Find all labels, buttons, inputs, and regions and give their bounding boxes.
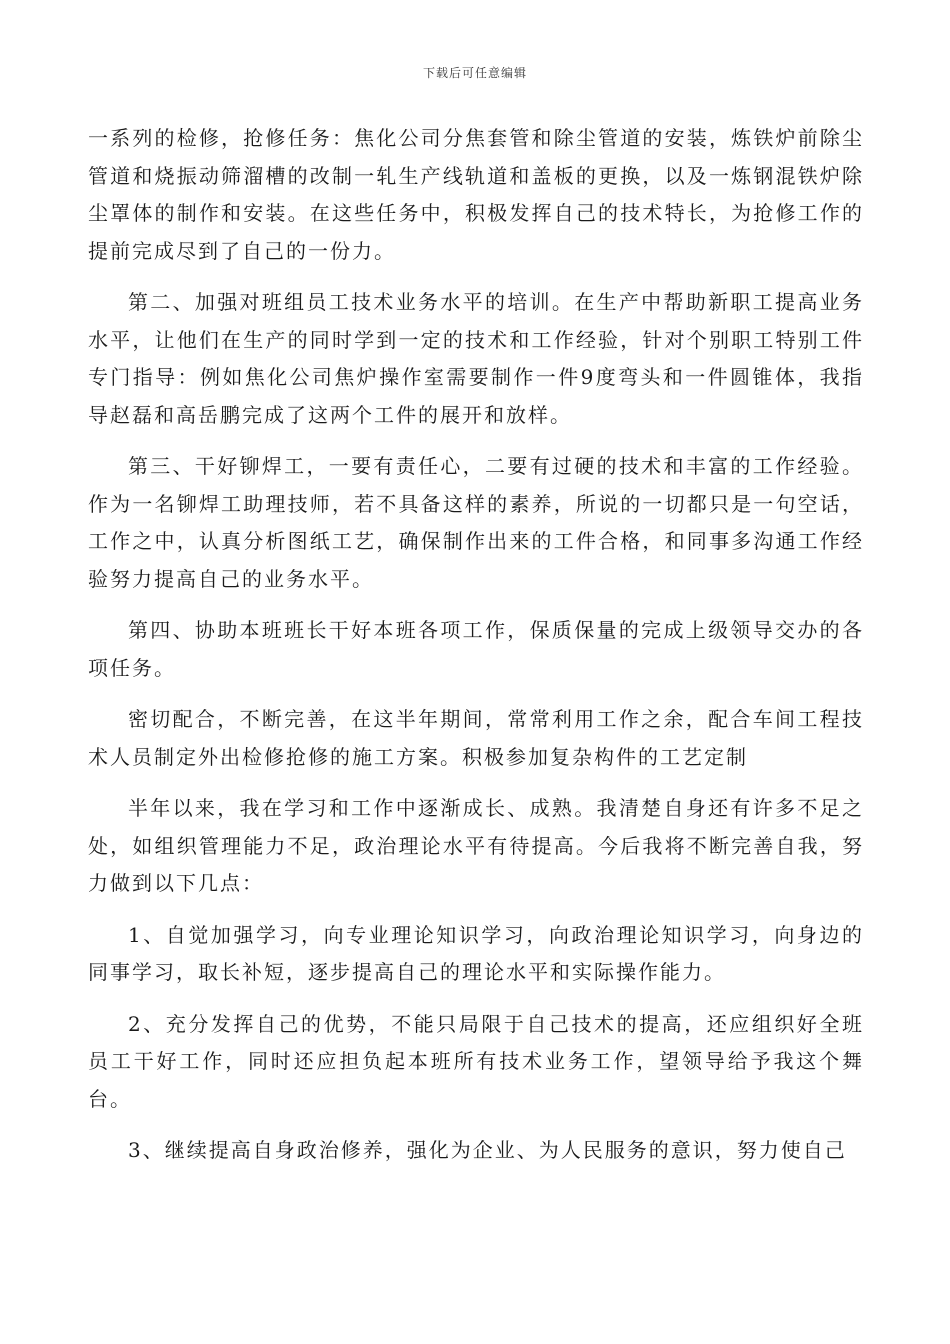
paragraph: 第二、加强对班组员工技术业务水平的培训。在生产中帮助新职工提高业务水平，让他们在生产的同时学到一定的技术和工作经验，针对个别职工特别工件专门指导：例如焦化公司焦炉操作室需要制作一件9度弯头和一件圆锥体，我指导赵磊和高岳鹏完成了这两个工件的展开和放样。 (88, 290, 864, 427)
paragraph: 密切配合，不断完善，在这半年期间，常常利用工作之余，配合车间工程技术人员制定外出检修抢修的施工方案。积极参加复杂构件的工艺定制 (88, 707, 864, 769)
paragraph: 2、充分发挥自己的优势，不能只局限于自己技术的提高，还应组织好全班员工干好工作，同时还应担负起本班所有技术业务工作，望领导给予我这个舞台。 (88, 1011, 864, 1111)
paragraph: 第四、协助本班班长干好本班各项工作，保质保量的完成上级领导交办的各项任务。 (88, 618, 864, 680)
paragraph: 一系列的检修，抢修任务：焦化公司分焦套管和除尘管道的安装，炼铁炉前除尘管道和烧振动筛溜槽的改制一轧生产线轨道和盖板的更换，以及一炼钢混铁炉除尘罩体的制作和安装。在这些任务中，积极发挥自己的技术特长，为抢修工作的提前完成尽到了自己的一份力。 (88, 126, 864, 263)
paragraph: 1、自觉加强学习，向专业理论知识学习，向政治理论知识学习，向身边的同事学习，取长补短，逐步提高自己的理论水平和实际操作能力。 (88, 922, 864, 984)
paragraph: 第三、干好铆焊工，一要有责任心，二要有过硬的技术和丰富的工作经验。作为一名铆焊工助理技师，若不具备这样的素养，所说的一切都只是一句空话，工作之中，认真分析图纸工艺，确保制作出来的工件合格，和同事多沟通工作经验努力提高自己的业务水平。 (88, 454, 864, 591)
paragraph: 3、继续提高自身政治修养，强化为企业、为人民服务的意识，努力使自己 (128, 1138, 847, 1162)
page-header: 下载后可任意编辑 (422, 66, 527, 80)
paragraph: 半年以来，我在学习和工作中逐渐成长、成熟。我清楚自身还有许多不足之处，如组织管理能力不足，政治理论水平有待提高。今后我将不断完善自我，努力做到以下几点： (88, 796, 864, 895)
document-body (88, 120, 864, 1184)
